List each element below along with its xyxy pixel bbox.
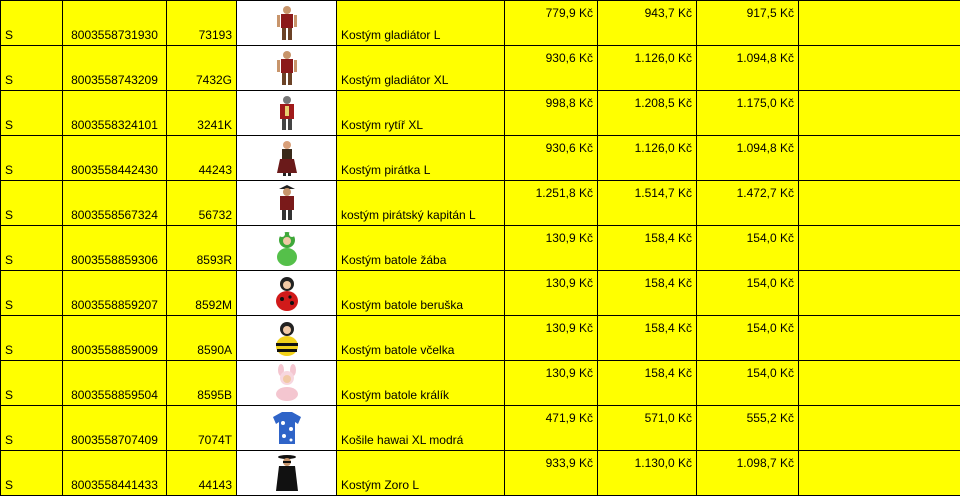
hawaii-shirt-icon	[267, 409, 307, 447]
price-2-cell: 943,7 Kč	[598, 1, 697, 46]
ean-cell: 8003558441433	[63, 451, 167, 496]
empty-cell	[799, 46, 960, 91]
price-2-cell: 158,4 Kč	[598, 271, 697, 316]
product-name-cell: Kostým gladiátor L	[337, 1, 505, 46]
price-2-cell: 1.126,0 Kč	[598, 136, 697, 181]
product-name-cell: Kostým batole králík	[337, 361, 505, 406]
product-image-cell	[237, 1, 337, 46]
empty-cell	[799, 226, 960, 271]
product-name-cell: Kostým batole žába	[337, 226, 505, 271]
product-image-cell	[237, 181, 337, 226]
ean-cell: 8003558707409	[63, 406, 167, 451]
price-3-cell: 917,5 Kč	[697, 1, 799, 46]
product-name-cell: Košile hawai XL modrá	[337, 406, 505, 451]
empty-cell	[799, 361, 960, 406]
empty-cell	[799, 91, 960, 136]
code-cell: 8595B	[167, 361, 237, 406]
code-cell: 44143	[167, 451, 237, 496]
ean-cell: 8003558731930	[63, 1, 167, 46]
pirate-woman-costume-icon	[267, 139, 307, 177]
product-image-cell	[237, 91, 337, 136]
table-row	[1, 46, 960, 91]
flag-cell: S	[1, 91, 63, 136]
bunny-baby-costume-icon	[267, 364, 307, 402]
price-2-cell: 1.208,5 Kč	[598, 91, 697, 136]
price-1-cell: 130,9 Kč	[505, 316, 598, 361]
price-3-cell: 154,0 Kč	[697, 316, 799, 361]
bee-baby-costume-icon	[267, 319, 307, 357]
price-1-cell: 998,8 Kč	[505, 91, 598, 136]
table-row	[1, 316, 960, 361]
price-3-cell: 154,0 Kč	[697, 271, 799, 316]
table-row	[1, 271, 960, 316]
product-image-cell	[237, 316, 337, 361]
zorro-costume-icon	[267, 454, 307, 492]
price-2-cell: 1.514,7 Kč	[598, 181, 697, 226]
product-name-cell: Kostým pirátka L	[337, 136, 505, 181]
product-name-cell: kostým pirátský kapitán L	[337, 181, 505, 226]
flag-cell: S	[1, 226, 63, 271]
table-row	[1, 181, 960, 226]
flag-cell: S	[1, 271, 63, 316]
ean-cell: 8003558859306	[63, 226, 167, 271]
price-1-cell: 130,9 Kč	[505, 361, 598, 406]
code-cell: 7074T	[167, 406, 237, 451]
ladybug-baby-costume-icon	[267, 274, 307, 312]
knight-costume-icon	[267, 94, 307, 132]
product-image-cell	[237, 46, 337, 91]
price-3-cell: 1.094,8 Kč	[697, 136, 799, 181]
price-1-cell: 930,6 Kč	[505, 46, 598, 91]
table-row	[1, 361, 960, 406]
flag-cell: S	[1, 451, 63, 496]
flag-cell: S	[1, 406, 63, 451]
ean-cell: 8003558743209	[63, 46, 167, 91]
empty-cell	[799, 136, 960, 181]
price-1-cell: 471,9 Kč	[505, 406, 598, 451]
flag-cell: S	[1, 136, 63, 181]
flag-cell: S	[1, 1, 63, 46]
price-3-cell: 1.175,0 Kč	[697, 91, 799, 136]
product-name-cell: Kostým gladiátor XL	[337, 46, 505, 91]
table-row	[1, 451, 960, 496]
product-image-cell	[237, 136, 337, 181]
price-1-cell: 130,9 Kč	[505, 271, 598, 316]
gladiator-costume-icon	[267, 4, 307, 42]
product-name-cell: Kostým Zoro L	[337, 451, 505, 496]
product-image-cell	[237, 361, 337, 406]
price-2-cell: 571,0 Kč	[598, 406, 697, 451]
code-cell: 56732	[167, 181, 237, 226]
code-cell: 3241K	[167, 91, 237, 136]
price-2-cell: 158,4 Kč	[598, 316, 697, 361]
empty-cell	[799, 451, 960, 496]
ean-cell: 8003558859009	[63, 316, 167, 361]
product-name-cell: Kostým batole včelka	[337, 316, 505, 361]
price-3-cell: 1.472,7 Kč	[697, 181, 799, 226]
pirate-captain-costume-icon	[267, 184, 307, 222]
frog-baby-costume-icon	[267, 229, 307, 267]
price-3-cell: 555,2 Kč	[697, 406, 799, 451]
table-row	[1, 1, 960, 46]
table-row	[1, 91, 960, 136]
empty-cell	[799, 1, 960, 46]
price-2-cell: 1.126,0 Kč	[598, 46, 697, 91]
table-row	[1, 226, 960, 271]
price-1-cell: 933,9 Kč	[505, 451, 598, 496]
price-1-cell: 130,9 Kč	[505, 226, 598, 271]
code-cell: 8590A	[167, 316, 237, 361]
product-image-cell	[237, 226, 337, 271]
flag-cell: S	[1, 46, 63, 91]
code-cell: 8592M	[167, 271, 237, 316]
gladiator-costume-icon	[267, 49, 307, 87]
flag-cell: S	[1, 181, 63, 226]
price-2-cell: 158,4 Kč	[598, 361, 697, 406]
ean-cell: 8003558859207	[63, 271, 167, 316]
ean-cell: 8003558567324	[63, 181, 167, 226]
empty-cell	[799, 316, 960, 361]
table-row	[1, 136, 960, 181]
product-name-cell: Kostým batole beruška	[337, 271, 505, 316]
price-3-cell: 1.098,7 Kč	[697, 451, 799, 496]
ean-cell: 8003558442430	[63, 136, 167, 181]
product-image-cell	[237, 451, 337, 496]
price-list-body	[1, 1, 960, 496]
ean-cell: 8003558324101	[63, 91, 167, 136]
price-3-cell: 154,0 Kč	[697, 361, 799, 406]
product-name-cell: Kostým rytíř XL	[337, 91, 505, 136]
price-1-cell: 930,6 Kč	[505, 136, 598, 181]
code-cell: 7432G	[167, 46, 237, 91]
code-cell: 73193	[167, 1, 237, 46]
empty-cell	[799, 271, 960, 316]
price-2-cell: 1.130,0 Kč	[598, 451, 697, 496]
code-cell: 44243	[167, 136, 237, 181]
empty-cell	[799, 181, 960, 226]
ean-cell: 8003558859504	[63, 361, 167, 406]
flag-cell: S	[1, 361, 63, 406]
price-1-cell: 779,9 Kč	[505, 1, 598, 46]
product-image-cell	[237, 271, 337, 316]
code-cell: 8593R	[167, 226, 237, 271]
price-2-cell: 158,4 Kč	[598, 226, 697, 271]
price-3-cell: 154,0 Kč	[697, 226, 799, 271]
price-3-cell: 1.094,8 Kč	[697, 46, 799, 91]
price-1-cell: 1.251,8 Kč	[505, 181, 598, 226]
flag-cell: S	[1, 316, 63, 361]
